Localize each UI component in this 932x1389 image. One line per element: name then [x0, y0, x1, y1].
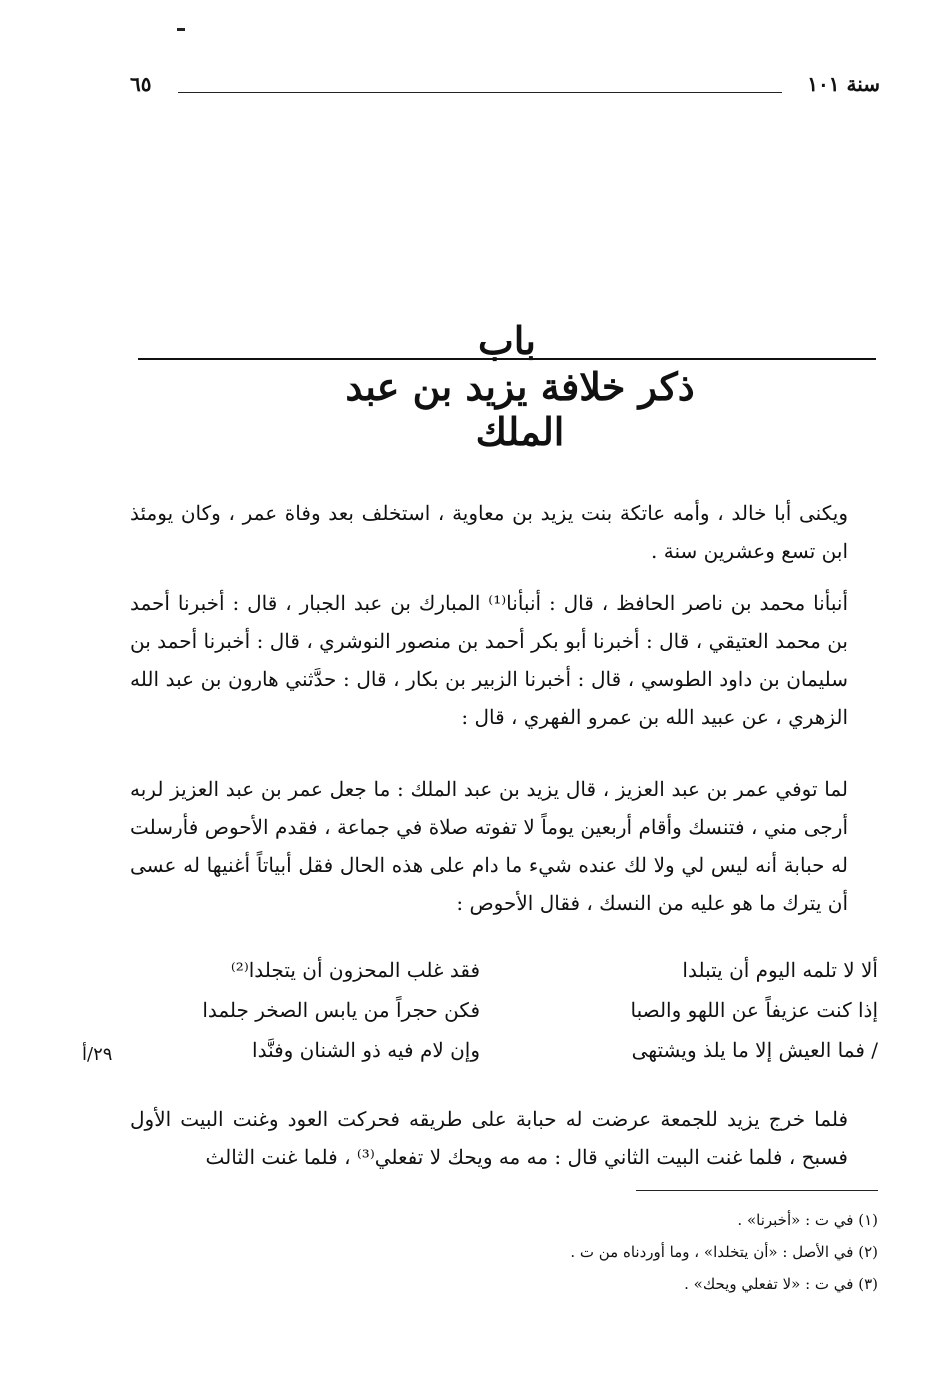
footnote-rule	[636, 1190, 878, 1191]
chapter-label-text: باب	[478, 318, 536, 363]
title-rule	[138, 358, 876, 360]
verse	[140, 958, 878, 996]
verse	[140, 1038, 878, 1076]
verse-second-hemistich: وإن لام فيه ذو الشنان وفنَّدا	[252, 1038, 480, 1062]
page-number: ٦٥	[130, 72, 152, 96]
verse-first-hemistich: إذا كنت عزيفاً عن اللهو والصبا	[630, 998, 878, 1022]
paragraph-4: فلما خرج يزيد للجمعة عرضت له حبابة على طريقه فحركت العود وغنت البيت الأول فسبح ، فلما غنت البيت الثاني قال : مه مه ويحك لا تفعلي⁽³⁾ ، فلما غنت الثالث	[130, 1107, 848, 1169]
manuscript-folio-note: ٢٩/أ	[82, 1044, 113, 1065]
verse-first-hemistich: / فما العيش إلا ما يلذ ويشتهى	[631, 1038, 878, 1062]
footnote: (٢) في الأصل : «أن يتخلدا» ، وما أوردناه من ت .	[570, 1243, 878, 1261]
poem	[140, 958, 878, 1088]
verse	[140, 998, 878, 1036]
chapter-label	[0, 318, 932, 363]
verse-second-hemistich: فقد غلب المحزون أن يتجلدا⁽²⁾	[230, 958, 480, 982]
verse-second-hemistich: فكن حجراً من يابس الصخر جلمدا	[202, 998, 480, 1022]
scan-mark	[177, 28, 185, 31]
header-rule	[178, 92, 782, 93]
header-year: سنة ١٠١	[807, 72, 880, 96]
paragraph-2: أنبأنا محمد بن ناصر الحافظ ، قال : أنبأنا⁽¹⁾ المبارك بن عبد الجبار ، قال : أخبرنا أحمد بن محمد العتيقي ، قال : أخبرنا أبو بكر أحمد بن منصور النوشري ، قال : أخبرنا أحمد بن سليمان بن داود الطوسي ، قال : أخبرنا الزبير بن بكار ، قال : حدَّثني هارون بن عبد الله الزهري ، عن عبيد الله بن عمرو الفهري ، قال :	[130, 591, 849, 729]
verse-first-hemistich: ألا لا تلمه اليوم أن يتبلدا	[682, 958, 878, 982]
running-header	[130, 70, 880, 100]
footnote: (١) في ت : «أخبرنا» .	[737, 1211, 878, 1229]
paragraph-1: ويكنى أبا خالد ، وأمه عاتكة بنت يزيد بن معاوية ، استخلف بعد وفاة عمر ، وكان يومئذ ابن تسع وعشرين سنة .	[130, 501, 848, 563]
footnote: (٣) في ت : «لا تفعلي ويحك» .	[684, 1275, 878, 1293]
footnotes	[430, 1204, 878, 1300]
chapter-title: ذكر خلافة يزيد بن عبد الملك	[345, 364, 695, 454]
paragraph-3: لما توفي عمر بن عبد العزيز ، قال يزيد بن عبد الملك : ما جعل عمر بن عبد العزيز لربه أرجى مني ، فتنسك وأقام أربعين يوماً لا تفوته صلاة في جماعة ، فقدم الأحوص فأرسلت له حبابة أنه ليس لي ولا لك عنده شيء ما دام على هذه الحال فقل أبياتاً أغنيها له عسى أن يترك ما هو عليه من النسك ، فقال الأحوص :	[130, 777, 848, 915]
